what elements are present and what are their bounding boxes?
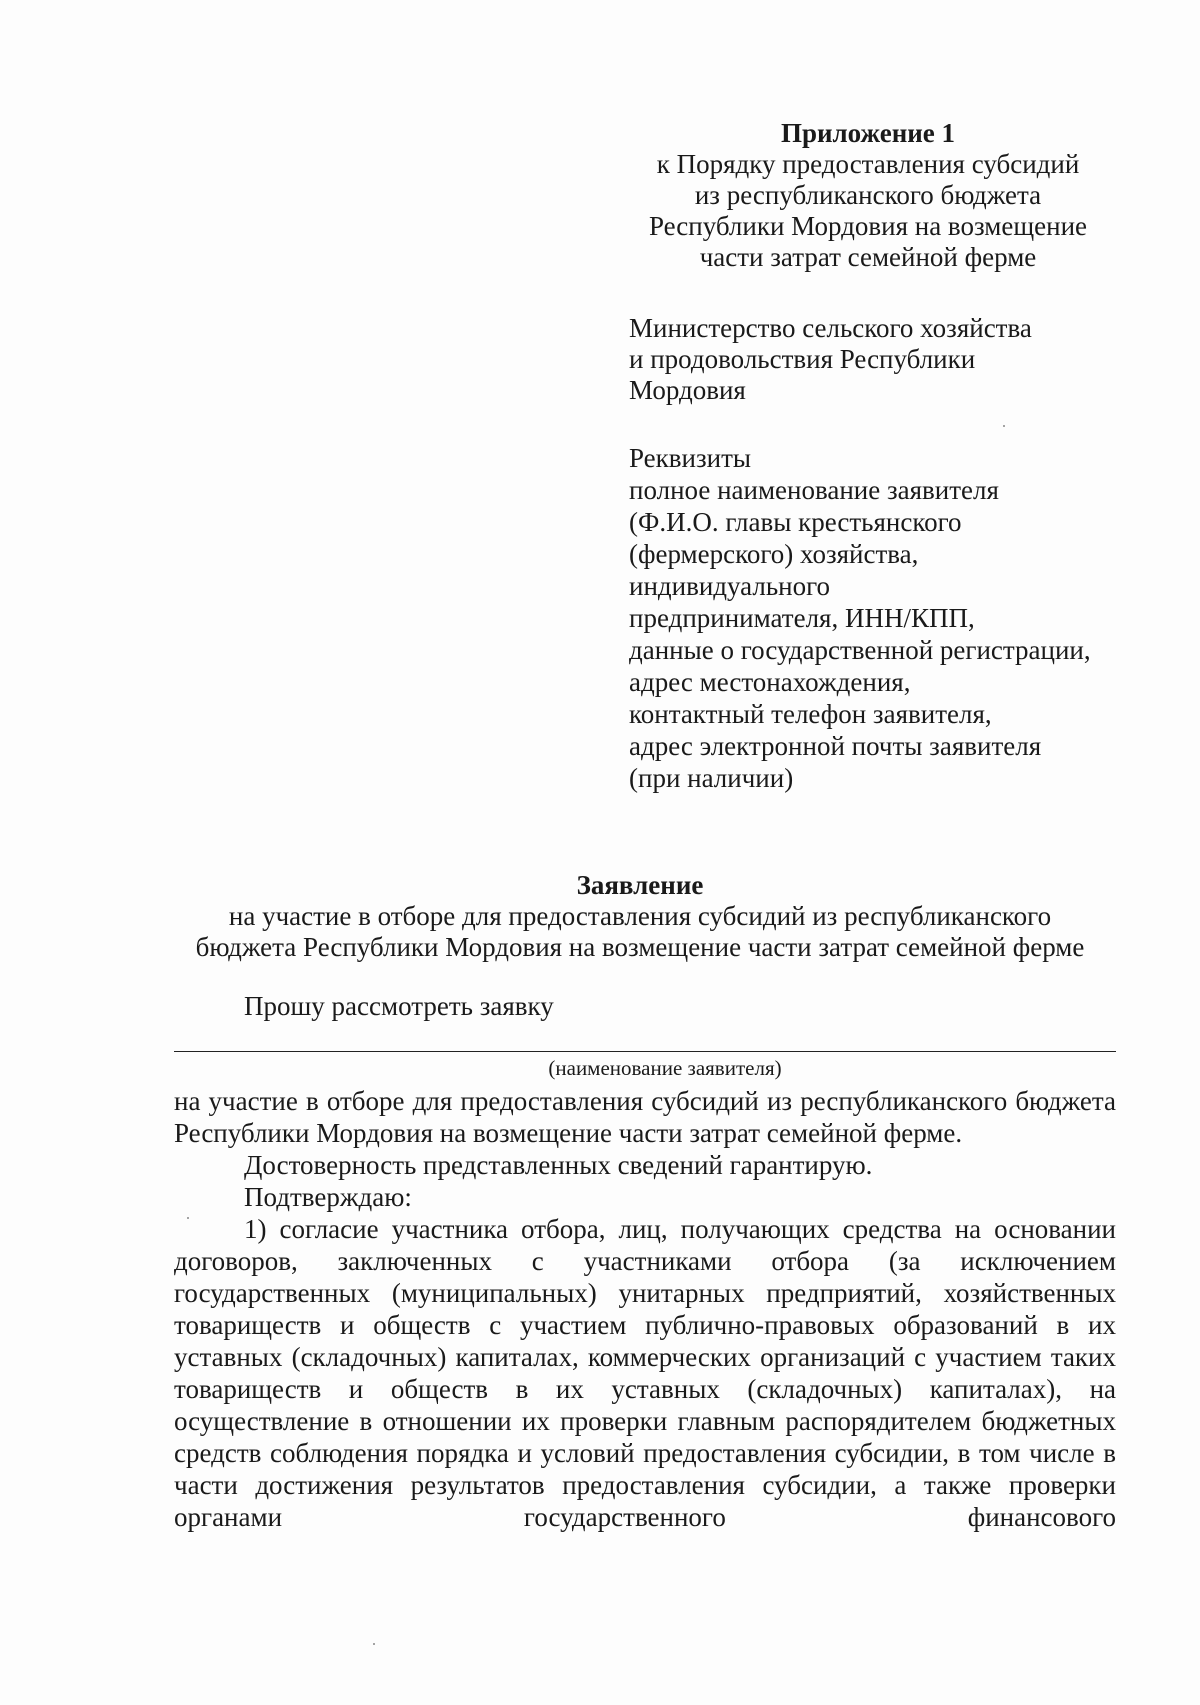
requisites-line: данные о государственной регистрации, (629, 635, 1091, 665)
requisites-line: Реквизиты (629, 443, 752, 473)
requisites-line: полное наименование заявителя (629, 475, 999, 505)
heading-title: Заявление (576, 870, 704, 900)
scan-speck (373, 1643, 375, 1645)
requisites-line: контактный телефон заявителя, (629, 699, 992, 729)
appendix-title: Приложение 1 (780, 118, 956, 148)
appendix-line: Республики Мордовия на возмещение (648, 211, 1088, 241)
appendix-block (618, 118, 1118, 273)
body-text (174, 1085, 1116, 1533)
addressee-block (629, 313, 1129, 406)
appendix-line: части затрат семейной ферме (699, 242, 1037, 272)
addressee-line: Министерство сельского хозяйства (629, 313, 1032, 343)
requisites-block (629, 442, 1149, 794)
appendix-line: из республиканского бюджета (694, 180, 1042, 210)
applicant-name-field-line (174, 1051, 1116, 1052)
appendix-line: к Порядку предоставления субсидий (656, 149, 1080, 179)
requisites-line: (Ф.И.О. главы крестьянского (629, 507, 962, 537)
body-paragraph: Подтверждаю: (244, 1182, 412, 1212)
body-paragraph: на участие в отборе для предоставления субсидий из республиканского бюджета Республики Мордовия на возмещение части затрат семейной ферме. (174, 1086, 1116, 1148)
heading-line: на участие в отборе для предоставления субсидий из республиканского (228, 901, 1052, 931)
requisites-line: предпринимателя, ИНН/КПП, (629, 603, 975, 633)
requisites-line: адрес местонахождения, (629, 667, 911, 697)
document-heading (160, 870, 1120, 963)
requisites-line: адрес электронной почты заявителя (629, 731, 1042, 761)
scan-speck (187, 1217, 189, 1219)
scan-speck (1003, 425, 1005, 427)
addressee-line: и продовольствия Республики (629, 344, 976, 374)
requisites-line: (при наличии) (629, 763, 794, 793)
requisites-line: (фермерского) хозяйства, (629, 539, 919, 569)
applicant-name-caption: (наименование заявителя) (548, 1056, 782, 1080)
request-line: Прошу рассмотреть заявку (244, 991, 554, 1021)
body-paragraph: Достоверность представленных сведений гарантирую. (244, 1150, 873, 1180)
requisites-line: индивидуального (629, 571, 831, 601)
body-paragraph: 1) согласие участника отбора, лиц, получающих средства на основании договоров, заключенных с участниками отбора (за исключением государственных (муниципальных) унитарных предприятий, хозяйственных товариществ и обществ с участием публично-правовых образований в их уставных (складочных) капиталах, коммерческих организаций с участием таких товариществ и обществ в их уставных (складочных) капиталах), на осуществление в отношении их проверки главным распорядителем бюджетных средств соблюдения порядка и условий предоставления субсидии, в том числе в части достижения результатов предоставления субсидии, а также проверки органами государственного финансового (174, 1214, 1116, 1532)
heading-line: бюджета Республики Мордовия на возмещение части затрат семейной ферме (195, 932, 1085, 962)
addressee-line: Мордовия (629, 375, 746, 405)
